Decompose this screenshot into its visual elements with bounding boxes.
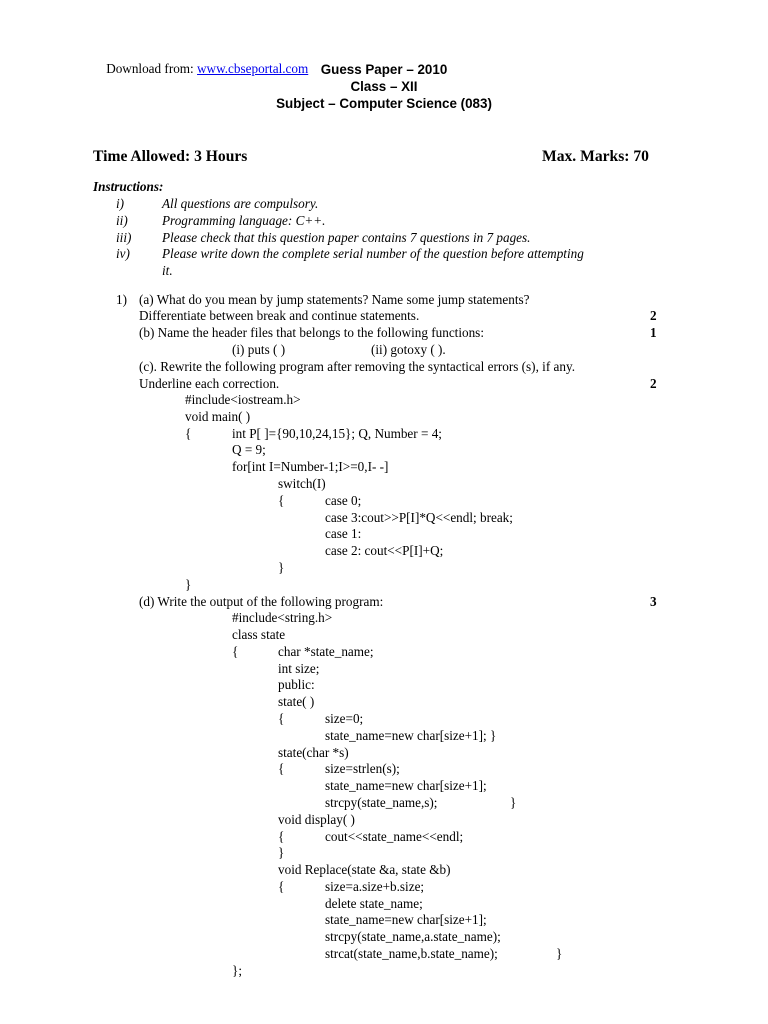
instruction-text: Please check that this question paper contains 7 questions in 7 pages. [162,230,531,245]
instruction-num: ii) [116,213,128,228]
code-line: size=0; [325,711,364,726]
code-line: { [278,711,285,726]
code-line: state_name=new char[size+1]; [325,778,487,793]
code-line: void main( ) [185,409,251,424]
instruction-num: iv) [116,246,130,261]
code-line: { [278,879,285,894]
code-line: delete state_name; [325,896,423,911]
q1b-text: (b) Name the header files that belongs to the following functions: [139,325,484,340]
code-line: public: [278,677,315,692]
instruction-num: i) [116,196,125,211]
code-line: } [185,577,192,592]
subject-line: Subject – Computer Science (083) [276,96,492,111]
code-line: } [556,946,563,961]
code-line: case 0; [325,493,362,508]
code-line: #include<string.h> [232,610,333,625]
question-number: 1) [116,292,127,307]
q1d-marks: 3 [650,594,657,609]
code-line: { [278,493,285,508]
code-line: int size; [278,661,320,676]
q1c-marks: 2 [650,376,657,391]
code-line: Q = 9; [232,442,266,457]
code-line: case 3:cout>>P[I]*Q<<endl; break; [325,510,513,525]
q1b-option: (ii) gotoxy ( ). [371,342,446,357]
class-line: Class – XII [350,79,418,94]
code-line: cout<<state_name<<endl; [325,829,464,844]
code-line: char *state_name; [278,644,374,659]
code-line: switch(I) [278,476,326,491]
max-marks: Max. Marks: 70 [542,148,649,165]
code-line: { [278,829,285,844]
code-line: strcpy(state_name,s); [325,795,438,810]
code-line: state_name=new char[size+1]; } [325,728,497,743]
download-link[interactable]: www.cbseportal.com [197,61,309,76]
q1c-text-line1: (c). Rewrite the following program after removing the syntactical errors (s), if any. [139,359,576,374]
code-line: strcat(state_name,b.state_name); [325,946,498,961]
code-line: { [278,761,285,776]
code-line: { [232,644,239,659]
code-line: } [510,795,517,810]
code-line: strcpy(state_name,a.state_name); [325,929,501,944]
q1a-text-line2: Differentiate between break and continue statements. [139,308,420,323]
instruction-text: All questions are compulsory. [162,196,319,211]
code-line: state( ) [278,694,315,709]
code-line: { [185,426,192,441]
code-line: void display( ) [278,812,355,827]
instruction-text: Programming language: C++. [162,213,326,228]
code-line: state_name=new char[size+1]; [325,912,487,927]
q1c-text-line2: Underline each correction. [139,376,280,391]
instruction-text: it. [162,263,173,278]
q1a-text-line1: (a) What do you mean by jump statements? Name some jump statements? [139,292,530,307]
code-line: state(char *s) [278,745,349,760]
code-line: } [278,845,285,860]
instruction-text: Please write down the complete serial number of the question before attempting [162,246,584,261]
q1b-option: (i) puts ( ) [232,342,286,357]
code-line: int P[ ]={90,10,24,15}; Q, Number = 4; [232,426,442,441]
code-line: case 2: cout<<P[I]+Q; [325,543,444,558]
q1b-marks: 1 [650,325,657,340]
code-line: for[int I=Number-1;I>=0,I- -] [232,459,389,474]
code-line: size=a.size+b.size; [325,879,425,894]
q1d-text: (d) Write the output of the following program: [139,594,384,609]
download-prefix: Download from: [106,61,198,76]
instruction-num: iii) [116,230,132,245]
code-line: size=strlen(s); [325,761,400,776]
code-line: } [278,560,285,575]
time-allowed: Time Allowed: 3 Hours [93,148,248,165]
q1a-marks: 2 [650,308,657,323]
code-line: case 1: [325,526,362,541]
code-line: #include<iostream.h> [185,392,301,407]
instructions-heading: Instructions: [93,179,164,194]
code-line: }; [232,963,242,978]
paper-title: Guess Paper – 2010 [320,62,448,77]
code-line: void Replace(state &a, state &b) [278,862,451,877]
code-line: class state [232,627,286,642]
